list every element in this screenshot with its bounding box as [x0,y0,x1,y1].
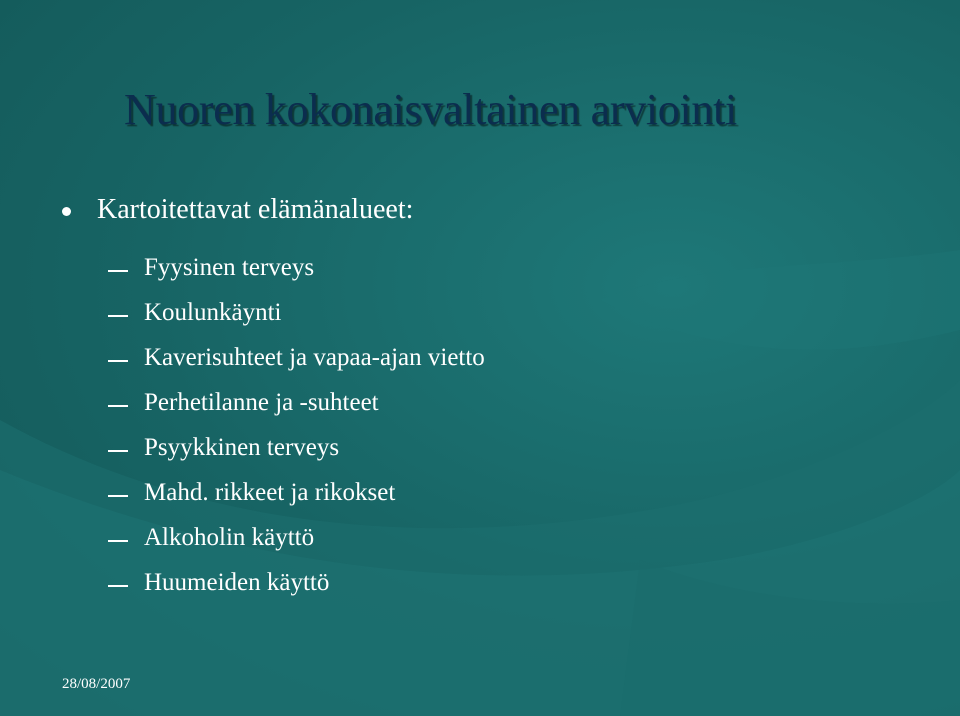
sub-bullet-list [108,245,485,605]
sub-bullet-text: Kaverisuhteet ja vapaa-ajan vietto [144,343,485,371]
sub-bullet-text: Koulunkäynti [144,298,282,326]
sub-bullet-item [108,290,485,335]
sub-bullet-text: Mahd. rikkeet ja rikokset [144,478,396,506]
dash-icon [108,540,128,542]
main-bullet-item [62,194,413,226]
sub-bullet-item [108,380,485,425]
sub-bullet-item [108,515,485,560]
dash-icon [108,360,128,362]
dash-icon [108,405,128,407]
sub-bullet-text: Perhetilanne ja -suhteet [144,388,379,416]
dash-icon [108,315,128,317]
sub-bullet-text: Huumeiden käyttö [144,568,330,596]
sub-bullet-text: Psyykkinen terveys [144,433,340,461]
bullet-dot-icon [62,207,71,216]
dash-icon [108,270,128,272]
slide-title: Nuoren kokonaisvaltainen arviointi [124,85,737,134]
main-bullet-text: Kartoitettavat elämänalueet: [97,194,414,225]
dash-icon [108,450,128,452]
sub-bullet-item [108,335,485,380]
dash-icon [108,495,128,497]
sub-bullet-item [108,425,485,470]
sub-bullet-item [108,560,485,605]
slide-date: 28/08/2007 [62,676,131,692]
sub-bullet-text: Fyysinen terveys [144,253,315,281]
sub-bullet-text: Alkoholin käyttö [144,523,315,551]
sub-bullet-item [108,245,485,290]
sub-bullet-item [108,470,485,515]
dash-icon [108,585,128,587]
